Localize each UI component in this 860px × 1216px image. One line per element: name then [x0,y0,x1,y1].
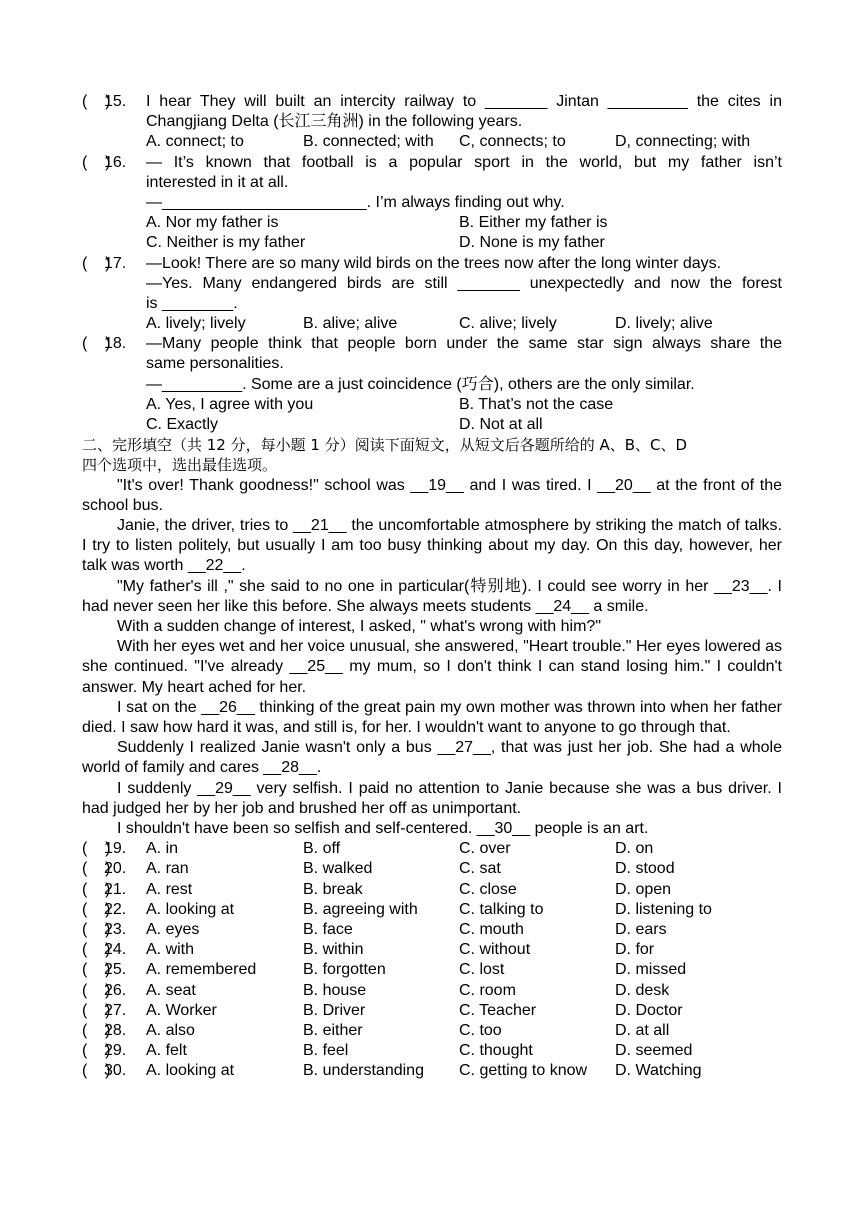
answer-paren: ( ) [82,900,111,918]
option-a: A. eyes [146,920,200,938]
passage-paragraph: With a sudden change of interest, I asked, " what's wrong with him?" [117,617,601,635]
option-c: C. room [459,981,516,999]
answer-paren: ( ) [82,880,111,898]
option-row [82,960,782,980]
option-a: A. looking at [146,900,235,918]
answer-paren: ( ) [82,335,111,353]
option-b: B. walked [303,860,373,878]
option-row [82,859,782,879]
section-heading-cont: 四个选项中，选出最佳选项。 [82,456,278,475]
exam-page [82,92,782,1081]
option-b: B. Either my father is [459,214,608,232]
question-stem-cont: —_______________________. I’m always finding out why. [146,193,565,211]
option-b: B. off [303,840,341,858]
question-16 [82,153,782,254]
question-stem: I hear They will built an intercity railway to _______ Jintan _________ the cites in [146,93,782,110]
answer-paren: ( ) [82,1062,111,1080]
question-number: 25. [104,961,127,979]
answer-paren: ( ) [82,961,111,979]
option-b: B. feel [303,1042,349,1060]
answer-paren: ( ) [82,254,111,272]
question-stem-cont: same personalities. [146,355,284,373]
option-d: D. Not at all [459,416,543,433]
option-b: B. agreeing with [303,900,418,918]
question-number: 22. [104,900,127,918]
question-number: 15. [104,93,127,110]
option-b: B. connected; with [303,133,434,151]
passage-paragraph: Suddenly I realized Janie wasn't only a bus __27__, that was just her job. She had a whole world of family and cares __28__. [82,739,782,777]
question-stem-cont: —Yes. Many endangered birds are still _______ unexpectedly and now the forest [146,274,782,292]
question-number: 26. [104,981,127,999]
option-d: D, connecting; with [615,133,751,151]
question-number: 21. [104,880,127,898]
question-stem-cont: —_________. Some are a just coincidence (巧合), others are the only similar. [146,375,695,393]
option-a: A. seat [146,981,196,999]
question-stem-cont: Changjiang Delta (长江三角洲) in the following years. [146,113,523,131]
option-a: A. lively; lively [146,315,246,333]
answer-paren: ( ) [82,840,111,858]
option-d: D. open [615,880,672,898]
question-15 [82,92,782,153]
passage-paragraph: With her eyes wet and her voice unusual, she answered, "Heart trouble." Her eyes lowered as she continued. "I've already __25__ my mum, so I don't think I can stand losing him." I couldn't answer. My heart ached for her. [82,638,782,696]
option-row [82,839,782,859]
option-d: D. on [615,840,654,858]
option-row [82,920,782,940]
option-b: B. alive; alive [303,315,398,333]
option-c: C. getting to know [459,1062,588,1080]
option-a: A. Yes, I agree with you [146,395,314,413]
cloze-passage [82,476,782,840]
option-a: A. Nor my father is [146,214,279,232]
option-row [82,981,782,1001]
question-number: 19. [104,840,127,858]
option-d: D. for [615,941,655,959]
option-c: C. Teacher [459,1001,537,1019]
option-d: D. ears [615,920,667,938]
option-c: C. Neither is my father [146,234,306,252]
question-stem: — It’s known that football is a popular sport in the world, but my father isn’t [146,153,782,171]
cloze-options [82,839,782,1081]
option-b: B. house [303,981,367,999]
option-c: C. sat [459,860,501,878]
option-a: A. looking at [146,1062,235,1080]
option-d: D. Watching [615,1062,702,1080]
option-row [82,900,782,920]
option-d: D. missed [615,961,687,979]
question-number: 23. [104,920,127,938]
option-row [82,1041,782,1061]
option-b: B. Driver [303,1001,366,1019]
option-c: C, connects; to [459,133,566,151]
option-d: D. lively; alive [615,315,713,333]
option-c: C. thought [459,1042,533,1060]
option-d: D. listening to [615,900,712,918]
option-b: B. within [303,941,364,959]
option-row [82,940,782,960]
answer-paren: ( ) [82,1021,111,1039]
passage-paragraph: "It's over! Thank goodness!" school was __19__ and I was tired. I __20__ at the front of the school bus. [82,476,782,514]
question-number: 27. [104,1001,127,1019]
answer-paren: ( ) [82,920,111,938]
option-a: A. felt [146,1042,187,1060]
option-a: A. also [146,1021,195,1039]
question-number: 28. [104,1021,127,1039]
option-c: C. Exactly [146,416,219,433]
question-stem-cont: interested in it at all. [146,173,289,191]
passage-paragraph: I sat on the __26__ thinking of the great pain my own mother was thrown into when her father died. I saw how hard it was, and still is, for her. I wouldn't want to anyone to go through that. [82,698,782,736]
question-stem-cont: is ________. [146,294,238,312]
section-heading: 二、完形填空（共 12 分，每小题 1 分）阅读下面短文，从短文后各题所给的 A、B、C、D [82,436,688,455]
option-row [82,1061,782,1081]
question-stem: —Many people think that people born under the same star sign always share the [146,335,782,353]
option-c: C. lost [459,961,505,979]
option-c: C. over [459,840,511,858]
option-d: D. desk [615,981,670,999]
option-b: B. forgotten [303,961,386,979]
option-row [82,1001,782,1021]
option-a: A. connect; to [146,133,244,151]
option-b: B. That’s not the case [459,395,614,413]
answer-paren: ( ) [82,941,111,959]
answer-paren: ( ) [82,1042,111,1060]
option-b: B. either [303,1021,363,1039]
option-c: C. alive; lively [459,315,557,333]
option-a: A. with [146,941,195,959]
answer-paren: ( ) [82,1001,111,1019]
option-a: A. in [146,840,179,858]
option-d: D. at all [615,1021,670,1039]
option-row [82,880,782,900]
passage-paragraph: I shouldn't have been so selfish and self-centered. __30__ people is an art. [117,820,649,838]
question-18 [82,334,782,435]
option-b: B. face [303,920,353,938]
option-c: C. close [459,880,517,898]
answer-paren: ( ) [82,93,111,110]
option-d: D. Doctor [615,1001,683,1019]
option-a: A. ran [146,860,189,878]
question-stem: —Look! There are so many wild birds on the trees now after the long winter days. [146,254,722,272]
question-17 [82,254,782,335]
question-number: 16. [104,153,127,171]
question-number: 17. [104,254,127,272]
passage-paragraph: "My father's ill ," she said to no one in particular(特别地). I could see worry in her __23__. I had never seen her like this before. She always meets students __24__ a smile. [82,577,782,615]
option-a: A. remembered [146,961,257,979]
question-number: 29. [104,1042,127,1060]
option-b: B. understanding [303,1062,424,1080]
option-c: C. talking to [459,900,544,918]
question-number: 18. [104,335,127,353]
passage-paragraph: I suddenly __29__ very selfish. I paid no attention to Janie because she was a bus driver. I had judged her by her job and brushed her off as unimportant. [82,779,782,817]
option-a: A. rest [146,880,193,898]
question-number: 30. [104,1062,127,1080]
question-number: 24. [104,941,127,959]
answer-paren: ( ) [82,153,111,171]
option-d: D. None is my father [459,234,605,252]
passage-paragraph: Janie, the driver, tries to __21__ the uncomfortable atmosphere by striking the match of talks. I try to listen politely, but usually I am too busy thinking about my day. On this day, however, her talk was worth __22__. [82,516,782,575]
option-c: C. mouth [459,920,524,938]
answer-paren: ( ) [82,981,111,999]
option-c: C. without [459,941,531,959]
option-a: A. Worker [146,1001,217,1019]
option-d: D. stood [615,860,675,878]
answer-paren: ( ) [82,860,111,878]
option-row [82,1021,782,1041]
option-d: D. seemed [615,1042,693,1060]
question-number: 20. [104,860,127,878]
option-b: B. break [303,880,363,898]
option-c: C. too [459,1021,502,1039]
